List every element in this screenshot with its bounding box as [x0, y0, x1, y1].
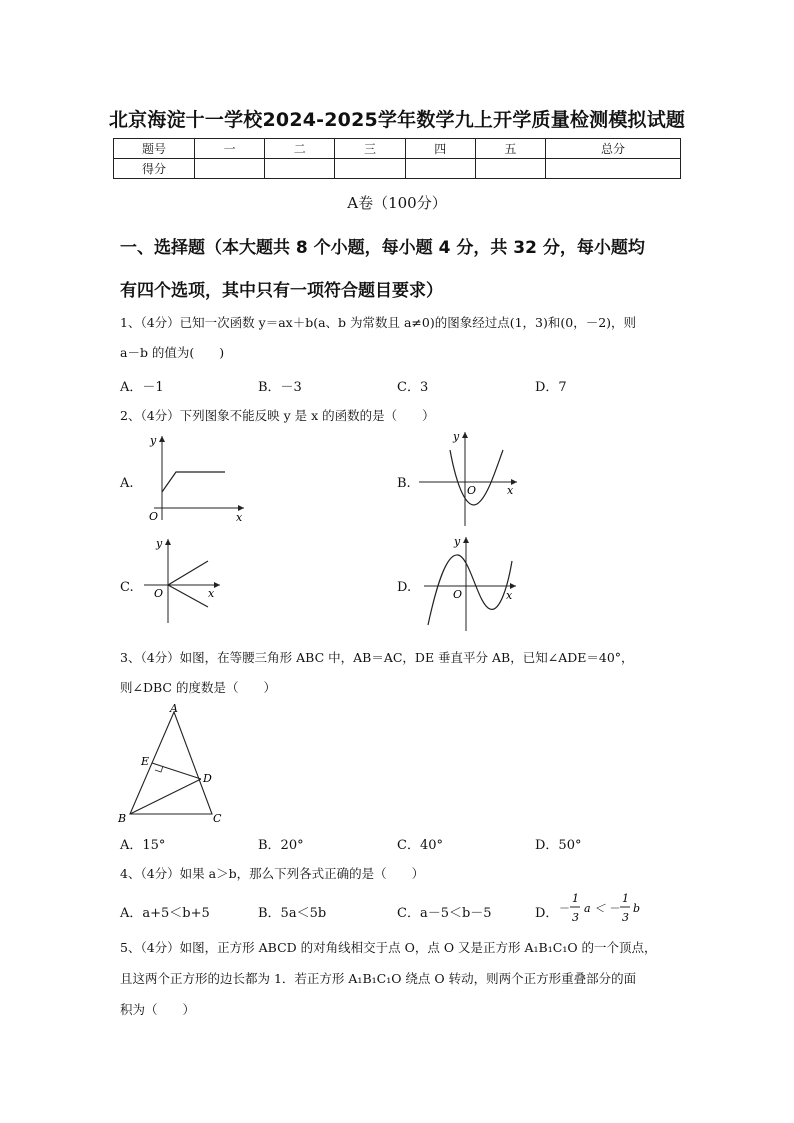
- score-table-header-row: [114, 139, 681, 159]
- q1-option-d: D．7: [535, 380, 567, 395]
- score-table-score-row: [114, 159, 681, 179]
- axis-x-label: x: [506, 589, 513, 602]
- q1-line1: 1、（4分）已知一次函数 y＝ax＋b(a、b 为常数且 a≠0)的图象经过点(1，3)和(0，－2)，则: [120, 315, 637, 330]
- q4-option-a: A．a+5＜b+5: [120, 906, 210, 921]
- score-row-label: 得分: [114, 159, 195, 179]
- q1-line2: a－b 的值为( ): [120, 345, 225, 360]
- origin-label: O: [453, 588, 463, 601]
- score-blank-cell: [475, 159, 545, 179]
- q5-line3: 积为（ ）: [120, 1002, 196, 1017]
- point-label: E: [141, 755, 150, 768]
- q5-line1: 5、（4分）如图，正方形 ABCD 的对角线相交于点 O，点 O 又是正方形 A₁B₁C₁O 的一个顶点，: [120, 940, 657, 955]
- q4-option-c: C．a－5＜b－5: [397, 906, 492, 921]
- q2-label-b: B.: [397, 476, 411, 491]
- q4-option-b: B．5a＜5b: [258, 906, 327, 921]
- q2-graph-c: [140, 533, 250, 628]
- origin-label: O: [154, 587, 164, 600]
- axis-x-label: x: [236, 511, 243, 524]
- score-header-cell: 二: [265, 139, 335, 159]
- score-blank-cell: [265, 159, 335, 179]
- q1-option-a: A．－1: [120, 380, 164, 395]
- axis-y-label: y: [150, 434, 157, 447]
- expr-middle: a ＜ －: [584, 902, 620, 915]
- q2-graph-d: [420, 533, 524, 635]
- q2-line1: 2、（4分）下列图象不能反映 y 是 x 的函数的是（ ）: [120, 408, 435, 423]
- q3-option-c: C．40°: [397, 838, 443, 853]
- fraction-numerator: 1: [622, 892, 629, 905]
- q2-graph-b: [415, 428, 525, 530]
- q2-graph-a: [140, 430, 250, 525]
- q3-line2: 则∠DBC 的度数是（ ）: [120, 680, 276, 695]
- score-header-cell: 题号: [114, 139, 195, 159]
- origin-label: O: [149, 510, 159, 523]
- point-label: B: [118, 812, 127, 825]
- score-blank-cell: [405, 159, 475, 179]
- minus-sign: －: [558, 902, 569, 915]
- fraction-denominator: 3: [572, 911, 579, 924]
- section1-line1: 一、选择题（本大题共 8 个小题，每小题 4 分，共 32 分，每小题均: [120, 238, 645, 258]
- exam-title: 北京海淀十一学校2024-2025学年数学九上开学质量检测模拟试题: [108, 109, 686, 131]
- score-header-cell: 四: [405, 139, 475, 159]
- q3-line1: 3、（4分）如图，在等腰三角形 ABC 中，AB＝AC，DE 垂直平分 AB，已知∠ADE＝40°，: [120, 650, 634, 665]
- q3-option-a: A．15°: [120, 838, 166, 853]
- q3-option-b: B．20°: [258, 838, 304, 853]
- score-blank-cell: [335, 159, 405, 179]
- paper-a-heading: A卷（100分）: [347, 194, 447, 212]
- score-blank-cell: [546, 159, 681, 179]
- q4-line1: 4、（4分）如果 a＞b，那么下列各式正确的是（ ）: [120, 866, 425, 881]
- score-header-cell: 一: [195, 139, 265, 159]
- axis-y-label: y: [453, 430, 460, 443]
- q1-option-b: B．－3: [258, 380, 302, 395]
- q4-option-d-label: D．: [535, 906, 559, 921]
- q2-label-c: C.: [120, 580, 134, 595]
- axis-x-label: x: [507, 484, 514, 497]
- point-label: C: [213, 812, 222, 825]
- q2-label-d: D.: [397, 580, 412, 595]
- point-label: A: [170, 702, 178, 715]
- point-label: D: [203, 772, 212, 785]
- score-header-cell: 总分: [546, 139, 681, 159]
- score-blank-cell: [195, 159, 265, 179]
- axis-y-label: y: [454, 535, 461, 548]
- axis-x-label: x: [208, 587, 215, 600]
- score-header-cell: 五: [475, 139, 545, 159]
- q3-option-d: D．50°: [535, 838, 582, 853]
- origin-label: O: [467, 484, 477, 497]
- expr-variable: b: [633, 902, 641, 915]
- score-table: [113, 138, 681, 179]
- q1-option-c: C．3: [397, 380, 429, 395]
- q5-line2: 且这两个正方形的边长都为 1．若正方形 A₁B₁C₁O 绕点 O 转动，则两个正方形重叠部分的面: [120, 971, 637, 986]
- fraction-denominator: 3: [622, 911, 629, 924]
- q2-label-a: A.: [120, 476, 134, 491]
- fraction-numerator: 1: [572, 892, 579, 905]
- q3-triangle-figure: [112, 700, 232, 828]
- q4-option-d-expression: [556, 888, 646, 928]
- score-header-cell: 三: [335, 139, 405, 159]
- axis-y-label: y: [156, 537, 163, 550]
- section1-line2: 有四个选项，其中只有一项符合题目要求）: [120, 281, 443, 301]
